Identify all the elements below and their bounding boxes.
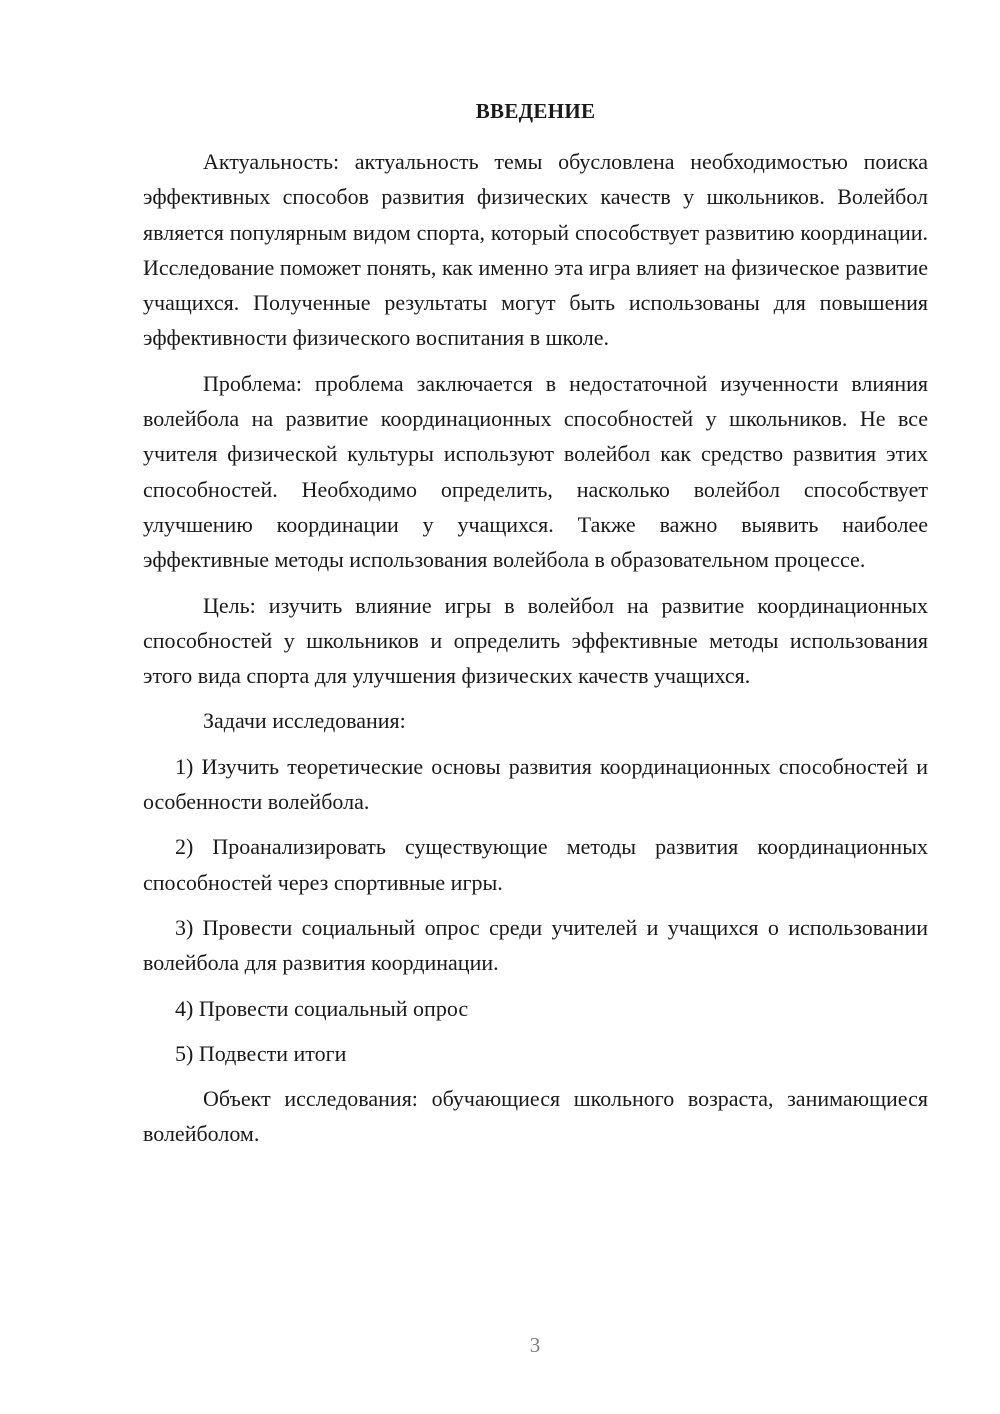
page-number: 3 bbox=[529, 1333, 541, 1357]
goal-paragraph: Цель: изучить влияние игры в волейбол на развитие координационных способностей у школьников и определить эффективные методы использования этого вида спорта для улучшения физических качеств учащихся. bbox=[143, 592, 928, 689]
relevance-paragraph: Актуальность: актуальность темы обусловлена необходимостью поиска эффективных способов развития физических качеств у школьников. Волейбол является популярным видом спорта, который способствует развитию координации. Исследование поможет понять, как именно эта игра влияет на физическое развитие учащихся. Полученные результаты могут быть использованы для повышения эффективности физического воспитания в школе. bbox=[143, 149, 928, 351]
task-item-2: 2) Проанализировать существующие методы развития координационных способностей через спортивные игры. bbox=[143, 834, 928, 895]
task-item-3: 3) Провести социальный опрос среди учителей и учащихся о использовании волейбола для развития координации. bbox=[143, 914, 928, 976]
task-item-5: 5) Подвести итоги bbox=[175, 1040, 347, 1066]
task-item-1: 1) Изучить теоретические основы развития координационных способностей и особенности волейбола. bbox=[143, 753, 928, 815]
problem-paragraph: Проблема: проблема заключается в недостаточной изученности влияния волейбола на развитие координационных способностей у школьников. Не все учителя физической культуры используют волейбол как средство развития этих способностей. Необходимо определить, насколько волейбол способствует улучшению координации у учащихся. Также важно выявить наиболее эффективные методы использования волейбола в образовательном процессе. bbox=[143, 370, 928, 573]
document-page bbox=[143, 96, 928, 1152]
section-heading: ВВЕДЕНИЕ bbox=[475, 99, 596, 123]
task-item-4: 4) Провести социальный опрос bbox=[175, 995, 469, 1021]
object-paragraph: Объект исследования: обучающиеся школьного возраста, занимающиеся волейболом. bbox=[143, 1086, 928, 1147]
tasks-title: Задачи исследования: bbox=[203, 708, 406, 734]
